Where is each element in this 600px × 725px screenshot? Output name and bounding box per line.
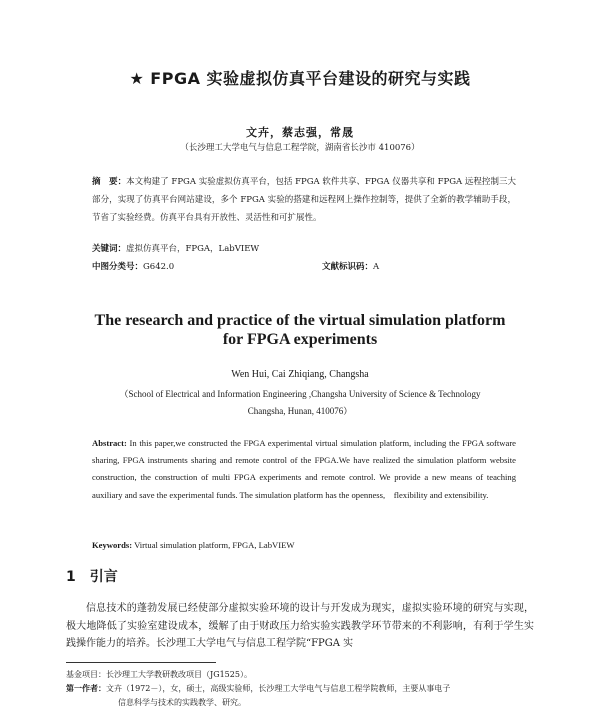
- footnote-author: [66, 682, 534, 695]
- english-title-line1: The research and practice of the virtual simulation platform: [94, 312, 506, 329]
- english-authors: Wen Hui, Cai Zhiqiang, Changsha: [231, 369, 369, 380]
- document-code-value: A: [373, 262, 380, 272]
- chinese-title-text: FPGA 实验虚拟仿真平台建设的研究与实践: [150, 69, 471, 88]
- chinese-abstract-text: 本文构建了 FPGA 实验虚拟仿真平台，包括 FPGA 软件共享、FPGA 仪器共享和 FPGA 远程控制三大部分，实现了仿真平台网站建设，多个 FPGA 实验的搭建和远程网上操作控制等，提供了全新的教学辅助手段，节省了实验经费。仿真平台具有开放性、灵活性和可扩展性。: [92, 177, 516, 223]
- section-number: 1: [66, 569, 76, 585]
- english-keywords: [92, 540, 294, 550]
- english-keywords-label: Keywords:: [92, 540, 133, 550]
- section-heading: [66, 566, 118, 586]
- classification-number: [92, 260, 174, 272]
- chinese-keywords: [92, 242, 259, 254]
- english-abstract-label: Abstract:: [92, 438, 127, 448]
- section-title: 引言: [89, 569, 118, 585]
- chinese-affiliation: （长沙理工大学电气与信息工程学院，湖南省长沙市 410076）: [180, 143, 420, 153]
- english-keywords-text: Virtual simulation platform, FPGA, LabVIEW: [132, 540, 295, 550]
- english-affiliation-line2: Changsha, Hunan, 410076）: [247, 406, 353, 416]
- section-body: 信息技术的蓬勃发展已经使部分虚拟实验环境的设计与开发成为现实，虚拟实验环境的研究与实现，极大地降低了实验室建设成本，缓解了由于财政压力给实验实践教学环节带来的不利影响，有利于学生实践操作能力的培养。长沙理工大学电气与信息工程学院“FPGA 实: [66, 603, 534, 649]
- chinese-title: [0, 66, 600, 89]
- document-code: [322, 260, 379, 272]
- chinese-abstract-label: 摘 要：: [92, 177, 127, 187]
- english-abstract: [92, 435, 516, 504]
- chinese-keywords-text: 虚拟仿真平台，FPGA，LabVIEW: [126, 244, 260, 254]
- classification-label: 中图分类号：: [92, 262, 144, 272]
- footnote-author-continued: 信息科学与技术的实践教学、研究。: [118, 698, 246, 707]
- footnote-divider: [66, 662, 216, 663]
- english-affiliation-line1: （School of Electrical and Information Engineering ,Changsha University of Science & Technology: [119, 389, 481, 399]
- classification-code: G642.0: [143, 262, 175, 272]
- footnote-author-bio: 文卉（1972－），女，硕士，高级实验师，长沙理工大学电气与信息工程学院教师，主要从事电子: [106, 684, 451, 693]
- star-icon: ★: [129, 69, 145, 88]
- chinese-abstract: [92, 173, 516, 227]
- english-title-line2: for FPGA experiments: [222, 331, 378, 348]
- english-abstract-text: In this paper,we constructed the FPGA experimental virtual simulation platform, including the FPGA software sharing, FPGA instruments sharing and remote control of the FPGA.We have realized the simulation platform website construction, the construction of multi FPGA experiments and remote control. We provide a new means of teaching auxiliary and save the experimental funds. The simulation platform has the openness, flexibility and extensibility.: [92, 438, 516, 500]
- document-code-label: 文献标识码：: [322, 262, 374, 272]
- footnote-fund: 基金项目：长沙理工大学教研教改项目（JG1525）。: [66, 670, 252, 679]
- english-title: [0, 311, 600, 349]
- chinese-keywords-label: 关键词：: [92, 244, 127, 254]
- footnote-author-label: 第一作者：: [66, 684, 106, 693]
- english-affiliation: [0, 386, 600, 420]
- chinese-authors: 文卉，蔡志强，常晟: [246, 126, 354, 139]
